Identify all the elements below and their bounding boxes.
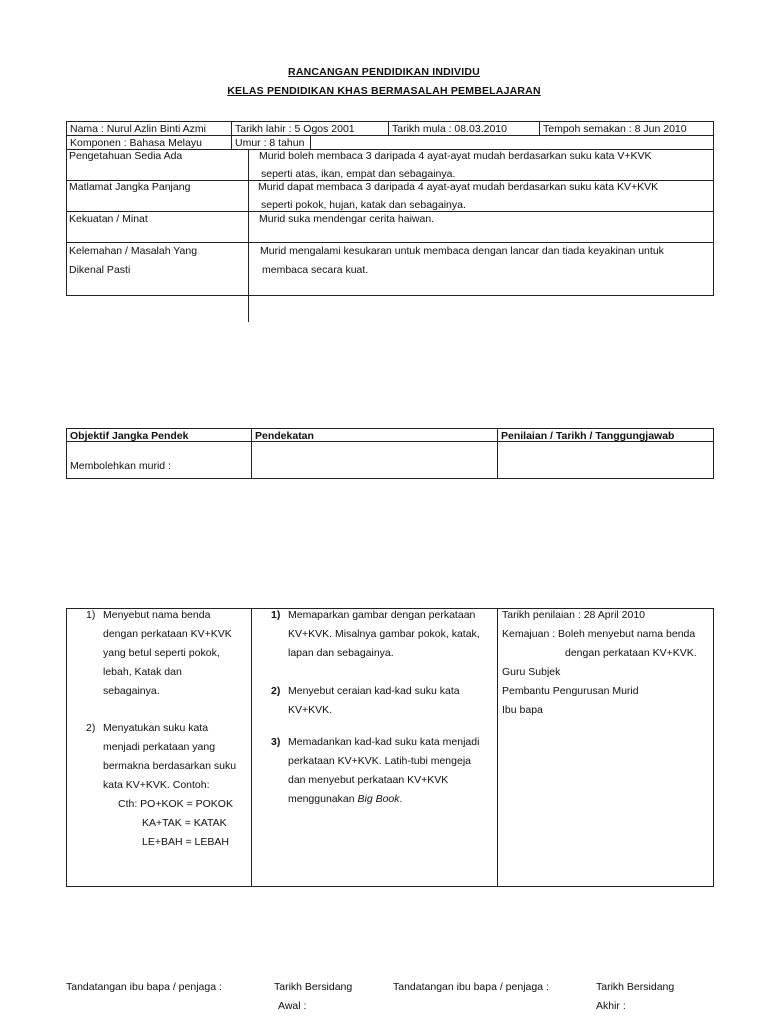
approach-1-line: KV+KVK. Misalnya gambar pokok, katak, <box>288 628 480 640</box>
umur-cell: Umur : 8 tahun <box>231 135 311 150</box>
approach-2-number: 2) <box>271 685 281 697</box>
approach-3-line-4 <box>288 790 479 809</box>
guru-subjek: Guru Subjek <box>502 666 561 678</box>
matlamat-text-2: seperti pokok, hujan, katak dan sebagainya. <box>261 199 466 211</box>
header-penilaian: Penilaian / Tarikh / Tanggungjawab <box>497 428 714 442</box>
approach-3-number: 3) <box>271 736 281 748</box>
tarikh-lahir-cell: Tarikh lahir : 5 Ogos 2001 <box>231 121 389 136</box>
kelemahan-text-2: membaca secara kuat. <box>262 264 369 276</box>
objective-2-line: bermakna berdasarkan suku <box>103 760 237 772</box>
pendekatan-empty-cell <box>251 441 498 479</box>
kelemahan-label-1: Kelemahan / Masalah Yang <box>69 245 198 257</box>
contoh-line-1: Cth: PO+KOK = POKOK <box>118 798 233 810</box>
signature-label-1: Tandatangan ibu bapa / penjaga : <box>66 981 222 993</box>
pengetahuan-text-1: Murid boleh membaca 3 daripada 4 ayat-ayat mudah berdasarkan suku kata V+KVK <box>259 150 652 162</box>
objective-1-line: lebah, Katak dan <box>103 666 182 678</box>
objective-1-line: Menyebut nama benda <box>103 609 211 621</box>
profile-left-border <box>66 149 67 296</box>
contoh-line-2: KA+TAK = KATAK <box>142 817 227 829</box>
pengetahuan-label: Pengetahuan Sedia Ada <box>69 150 183 162</box>
membolehkan-cell: Membolehkan murid : <box>66 441 252 479</box>
nama-cell: Nama : Nurul Azlin Binti Azmi <box>66 121 232 136</box>
profile-top-border <box>310 135 714 136</box>
tempoh-semakan-cell: Tempoh semakan : 8 Jun 2010 <box>539 121 714 136</box>
tarikh-penilaian: Tarikh penilaian : 28 April 2010 <box>502 609 646 621</box>
penilaian-empty-cell <box>497 441 714 479</box>
approach-3-text: menggunakan <box>288 793 358 805</box>
pembantu-pengurusan: Pembantu Pengurusan Murid <box>502 685 639 697</box>
approach-1-line: Memaparkan gambar dengan perkataan <box>288 609 476 621</box>
objective-1-line: yang betul seperti pokok, <box>103 647 220 659</box>
kemajuan-line-2: dengan perkataan KV+KVK. <box>565 647 697 659</box>
approach-1-line: lapan dan sebagainya. <box>288 647 394 659</box>
ibu-bapa: Ibu bapa <box>502 704 543 716</box>
assessment-text <box>502 606 697 720</box>
komponen-cell: Komponen : Bahasa Melayu <box>66 135 232 150</box>
tarikh-awal-label: Awal : <box>278 1000 307 1012</box>
objective-1-number: 1) <box>86 609 96 621</box>
profile-row-divider-3 <box>66 211 714 212</box>
contoh-line-3: LE+BAH = LEBAH <box>142 836 229 848</box>
profile-bottom-border <box>66 295 714 296</box>
tarikh-akhir-label: Akhir : <box>596 1000 626 1012</box>
objective-1-line: sebagainya. <box>103 685 160 697</box>
document-subtitle: KELAS PENDIDIKAN KHAS BERMASALAH PEMBELAJARAN <box>227 85 541 97</box>
kekuatan-text: Murid suka mendengar cerita haiwan. <box>259 213 435 225</box>
matlamat-text-1: Murid dapat membaca 3 daripada 4 ayat-ayat mudah berdasarkan suku kata KV+KVK <box>258 181 659 193</box>
objective-2-line: kata KV+KVK. Contoh: <box>103 779 210 791</box>
big-book-text: Big Book <box>357 793 400 805</box>
approach-2-line: KV+KVK. <box>288 704 333 716</box>
objective-2-number: 2) <box>86 722 96 734</box>
objective-2-line: menjadi perkataan yang <box>103 741 216 753</box>
kekuatan-label: Kekuatan / Minat <box>69 213 148 225</box>
document-title: RANCANGAN PENDIDIKAN INDIVIDU <box>288 66 480 78</box>
signature-label-2: Tandatangan ibu bapa / penjaga : <box>393 981 549 993</box>
header-objektif: Objektif Jangka Pendek <box>66 428 252 442</box>
approach-1-number: 1) <box>271 609 281 621</box>
approach-3-line: dan menyebut perkataan KV+KVK <box>288 774 449 786</box>
matlamat-label: Matlamat Jangka Panjang <box>69 181 191 193</box>
objective-2-line: Menyatukan suku kata <box>103 722 209 734</box>
profile-row-divider-4 <box>66 242 714 243</box>
objective-1-line: dengan perkataan KV+KVK <box>103 628 232 640</box>
header-pendekatan: Pendekatan <box>251 428 498 442</box>
kelemahan-text-1: Murid mengalami kesukaran untuk membaca dengan lancar dan tiada keyakinan untuk <box>260 245 664 257</box>
approach-3-line: Memadankan kad-kad suku kata menjadi <box>288 736 480 748</box>
kelemahan-label-2: Dikenal Pasti <box>69 264 131 276</box>
pengetahuan-text-2: seperti atas, ikan, empat dan sebagainya. <box>261 168 456 180</box>
profile-column-divider <box>248 149 249 322</box>
approach-2-line: Menyebut ceraian kad-kad suku kata <box>288 685 460 697</box>
kemajuan-line-1: Kemajuan : Boleh menyebut nama benda <box>502 628 696 640</box>
approach-3-line: perkataan KV+KVK. Latih-tubi mengeja <box>288 755 471 767</box>
approach-3-period: . <box>399 793 403 805</box>
tarikh-bersidang-label-2: Tarikh Bersidang <box>596 981 675 993</box>
profile-right-border <box>713 135 714 296</box>
tarikh-bersidang-label-1: Tarikh Bersidang <box>274 981 353 993</box>
tarikh-mula-cell: Tarikh mula : 08.03.2010 <box>388 121 540 136</box>
